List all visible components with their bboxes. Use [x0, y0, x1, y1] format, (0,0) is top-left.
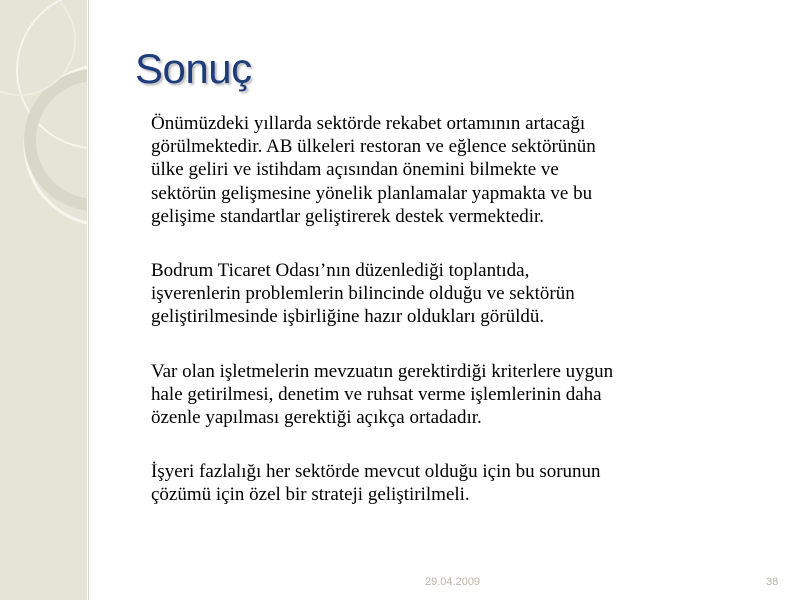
paragraph-4 [151, 460, 763, 506]
text-line: işverenlerin problemlerin bilincinde olduğu ve sektörün [151, 283, 575, 305]
text-line: Var olan işletmelerin mevzuatın gerektirdiği kriterlere uygun [151, 360, 614, 382]
text-line: hale getirilmesi, denetim ve ruhsat verme işlemlerinin daha [151, 383, 602, 405]
panel-divider [88, 0, 89, 600]
slide-body [151, 112, 763, 507]
text-line: geliştirilmesinde işbirliğine hazır oldukları görüldü. [151, 306, 545, 328]
text-line: çözümü için özel bir strateji geliştirilmeli. [151, 484, 470, 506]
text-line: Bodrum Ticaret Odası’nın düzenlediği toplantıda, [151, 260, 530, 282]
paragraph-3 [151, 360, 763, 430]
text-line: sektörün gelişmesine yönelik planlamalar yapmakta ve bu [151, 182, 593, 204]
text-line: gelişime standartlar geliştirerek destek vermektedir. [151, 205, 545, 227]
text-line: Önümüzdeki yıllarda sektörde rekabet ortamının artacağı [151, 113, 586, 134]
footer-date: 29.04.2009 [425, 576, 481, 588]
footer-page-number: 38 [766, 576, 779, 588]
decorative-side-panel [0, 0, 87, 600]
text-line: görülmektedir. AB ülkeleri restoran ve eğlence sektörünün [151, 136, 596, 158]
paragraph-2 [151, 259, 763, 329]
text-line: İşyeri fazlalığı her sektörde mevcut olduğu için bu sorunun [151, 461, 601, 483]
text-line: özenle yapılması gerektiği açıkça ortadadır. [151, 407, 482, 429]
slide-title: Sonuç [135, 45, 252, 92]
decorative-circles [0, 0, 87, 600]
text-line: ülke geliri ve istihdam açısından önemini bilmekte ve [151, 159, 559, 181]
paragraph-1 [151, 112, 763, 228]
